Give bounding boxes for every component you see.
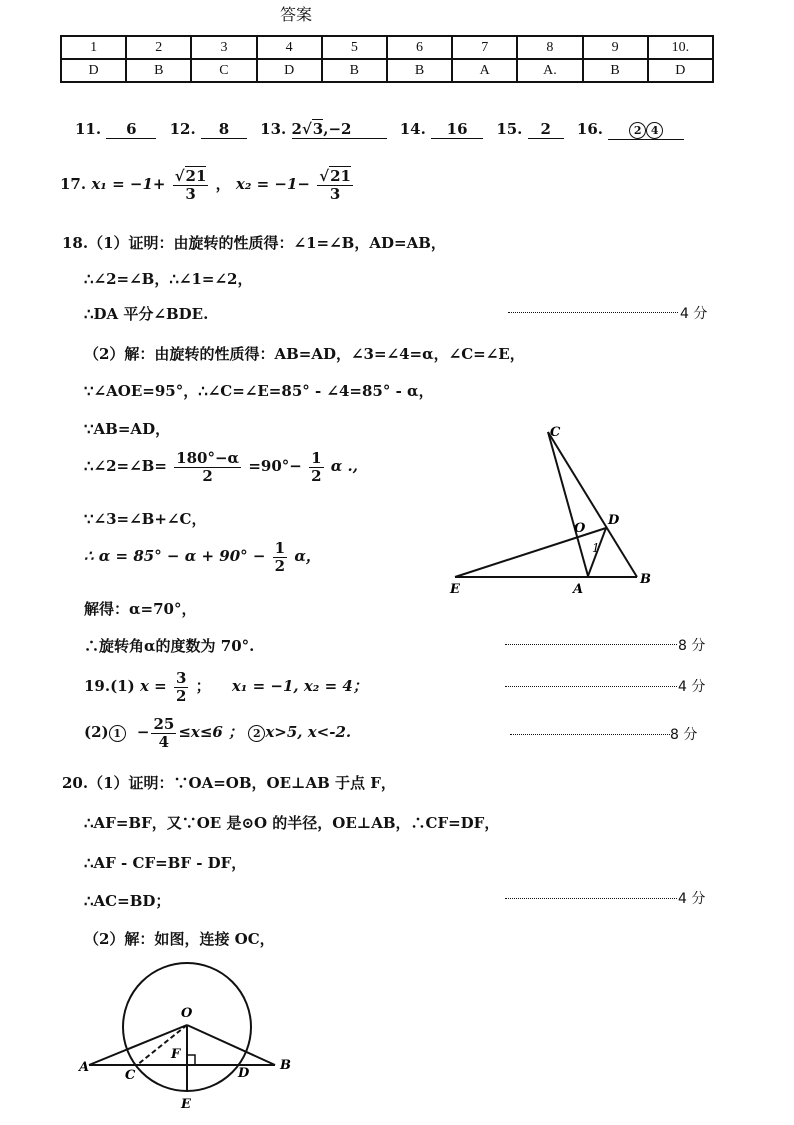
table-cell: 4 [257, 36, 322, 59]
q12-answer: 8 [201, 120, 247, 139]
q12-number: 12. [169, 120, 196, 138]
q17-number: 17. [60, 175, 87, 193]
score-label: 8 分 [678, 638, 706, 654]
q19-line-2 [84, 716, 351, 750]
figure1-label-E: E [450, 582, 460, 597]
figure-circle-chord [75, 955, 315, 1125]
q19-fraction [174, 670, 188, 704]
q16-circle-2: 4 [646, 122, 663, 139]
figure2-label-C: C [125, 1068, 136, 1083]
table-cell: D [61, 59, 126, 82]
q19-line-1 [84, 670, 368, 704]
table-cell: B [387, 59, 452, 82]
q17-x2: x₂ = −1− [235, 175, 311, 193]
q18-l7-mid: =90°− [248, 457, 302, 475]
score-dotted-line [505, 898, 677, 899]
table-cell: B [322, 59, 387, 82]
q17-line [60, 168, 355, 202]
q19-ineq: ≤x≤6 ； [178, 723, 244, 741]
figure1-label-D: D [608, 513, 620, 528]
table-cell: 2 [126, 36, 191, 59]
table-cell: 6 [387, 36, 452, 59]
score-label: 4 分 [678, 891, 706, 907]
table-cell: B [583, 59, 648, 82]
q18-line-11: ∴旋转角α的度数为 70°. [84, 637, 255, 655]
answer-table-answers-row [61, 59, 713, 82]
q19-num: 3 [175, 669, 187, 687]
score-label: 8 分 [670, 727, 698, 743]
score-dotted-line [505, 686, 677, 687]
q19-separator: ； [195, 677, 211, 695]
table-cell: C [191, 59, 256, 82]
q16-answer [608, 120, 684, 140]
q19-part1-label: 19.(1) [84, 677, 135, 695]
q18-line-1: 18.（1）证明：由旋转的性质得：∠1=∠B，AD=AB， [62, 234, 446, 252]
q17-fraction-1 [173, 168, 209, 202]
figure1-segment-CA [548, 432, 588, 576]
q18-line-8: ∵∠3=∠B+∠C， [84, 510, 207, 528]
table-cell: 8 [517, 36, 582, 59]
q17-frac2-radicand: 21 [330, 167, 351, 185]
q17-x1: x₁ = −1+ [91, 175, 166, 193]
q19-part2-label: (2) [84, 723, 109, 741]
q19-ineq2: x>5, x<-2. [265, 723, 352, 741]
q19-circle-2: 2 [248, 725, 265, 742]
q16-number: 16. [576, 120, 603, 138]
q17-frac1-num: √21 [174, 167, 207, 185]
q18-l7-den2: 2 [311, 466, 322, 485]
q18-l9-fraction [273, 540, 287, 574]
q14-answer: 16 [431, 120, 483, 139]
table-cell: D [648, 59, 713, 82]
q14-number: 14. [399, 120, 426, 138]
q18-line-3: ∴DA 平分∠BDE. [84, 305, 209, 323]
figure2-segment-OB [187, 1025, 275, 1065]
q18-line-7 [84, 450, 358, 484]
figure1-label-C: C [550, 425, 561, 440]
q19-den: 2 [175, 686, 187, 705]
q18-l9-rhs: α， [294, 547, 321, 565]
table-cell: 3 [191, 36, 256, 59]
q18-line-5: ∵∠AOE=95°，∴∠C=∠E=85° - ∠4=85° - α， [84, 382, 434, 400]
q13-number: 13. [260, 120, 287, 138]
q18-l7-num: 180°−α [176, 449, 240, 467]
q13-answer-radicand: 3 [312, 120, 324, 138]
q18-l7-den: 2 [202, 466, 213, 485]
q18-l7-fraction [174, 450, 241, 484]
figure2-label-D: D [238, 1066, 250, 1081]
answer-table [60, 35, 714, 83]
figure1-label-1: 1 [592, 541, 600, 555]
fill-blank-row [75, 120, 684, 140]
q13-answer-coef: 2 [291, 120, 302, 138]
table-cell: A. [517, 59, 582, 82]
q19-circle-1: 1 [109, 725, 126, 742]
score-dotted-line [508, 312, 678, 313]
q19-den2: 4 [158, 732, 170, 751]
score-label: 4 分 [680, 306, 708, 322]
q19-fraction-2 [151, 716, 176, 750]
q20-line-2: ∴AF=BF，又∵OE 是⊙O 的半径，OE⊥AB，∴CF=DF， [84, 814, 500, 832]
figure2-label-E: E [181, 1097, 191, 1112]
q19-roots: x₁ = −1, x₂ = 4； [231, 677, 368, 695]
q17-frac2-den: 3 [329, 184, 341, 203]
q17-fraction-2 [317, 168, 353, 202]
score-dotted-line [505, 644, 677, 645]
q18-line-10: 解得：α=70°， [84, 600, 197, 618]
q18-l9-lhs: ∴ α = 85° − α + 90° − [84, 547, 266, 565]
table-cell: 5 [322, 36, 387, 59]
figure2-label-A: A [79, 1060, 90, 1075]
q16-circle-1: 2 [629, 122, 646, 139]
score-dotted-line [510, 734, 670, 735]
q18-line-9 [84, 540, 321, 574]
figure1-label-O: O [574, 521, 586, 536]
q11-answer: 6 [106, 120, 156, 139]
table-cell: 1 [61, 36, 126, 59]
table-cell: 9 [583, 36, 648, 59]
figure1-label-A: A [573, 582, 584, 597]
figure2-label-F: F [171, 1047, 181, 1062]
q18-l9-num: 1 [274, 539, 286, 557]
q20-line-5: （2）解：如图，连接 OC， [84, 930, 275, 948]
q20-line-3: ∴AF - CF=BF - DF， [84, 854, 247, 872]
q20-line-1: 20.（1）证明：∵OA=OB，OE⊥AB 于点 F， [62, 774, 396, 792]
figure-rotation-triangles [440, 420, 680, 610]
q19-x: x = [139, 677, 167, 695]
page-title: 答案 [280, 5, 313, 24]
q17-frac1-den: 3 [185, 184, 196, 203]
q18-line-4: （2）解：由旋转的性质得：AB=AD，∠3=∠4=α，∠C=∠E， [84, 345, 525, 363]
q17-separator: ， [215, 175, 231, 193]
q18-l7-rhs: α ., [330, 457, 358, 475]
q20-line-4: ∴AC=BD； [84, 892, 171, 910]
q15-number: 15. [496, 120, 523, 138]
q17-frac2-num: √21 [319, 167, 351, 185]
figure2-right-angle [187, 1055, 195, 1065]
figure1-segment-CB [548, 432, 637, 577]
table-cell: 7 [452, 36, 517, 59]
q18-line-6: ∵AB=AD， [84, 420, 171, 438]
q13-answer: 2√3,−2 [292, 120, 387, 139]
figure1-label-B: B [640, 572, 651, 587]
figure2-label-O: O [181, 1006, 193, 1021]
q19-minus: − [136, 723, 150, 741]
q11-number: 11. [75, 120, 102, 138]
answer-table-numbers-row [61, 36, 713, 59]
q15-answer: 2 [528, 120, 564, 139]
table-cell: D [257, 59, 322, 82]
q18-l7-fraction-2 [309, 450, 323, 484]
q18-line-2: ∴∠2=∠B，∴∠1=∠2， [84, 270, 253, 288]
figure2-label-B: B [280, 1058, 291, 1073]
q17-frac1-radicand: 21 [185, 167, 207, 185]
q18-l7-lhs: ∴∠2=∠B= [84, 457, 167, 475]
q19-num2: 25 [153, 715, 175, 733]
table-cell: 10. [648, 36, 713, 59]
table-cell: A [452, 59, 517, 82]
table-cell: B [126, 59, 191, 82]
q18-l9-den: 2 [274, 556, 286, 575]
q13-answer-rest: ,−2 [323, 120, 352, 138]
score-label: 4 分 [678, 679, 706, 695]
q18-l7-num2: 1 [311, 449, 322, 467]
